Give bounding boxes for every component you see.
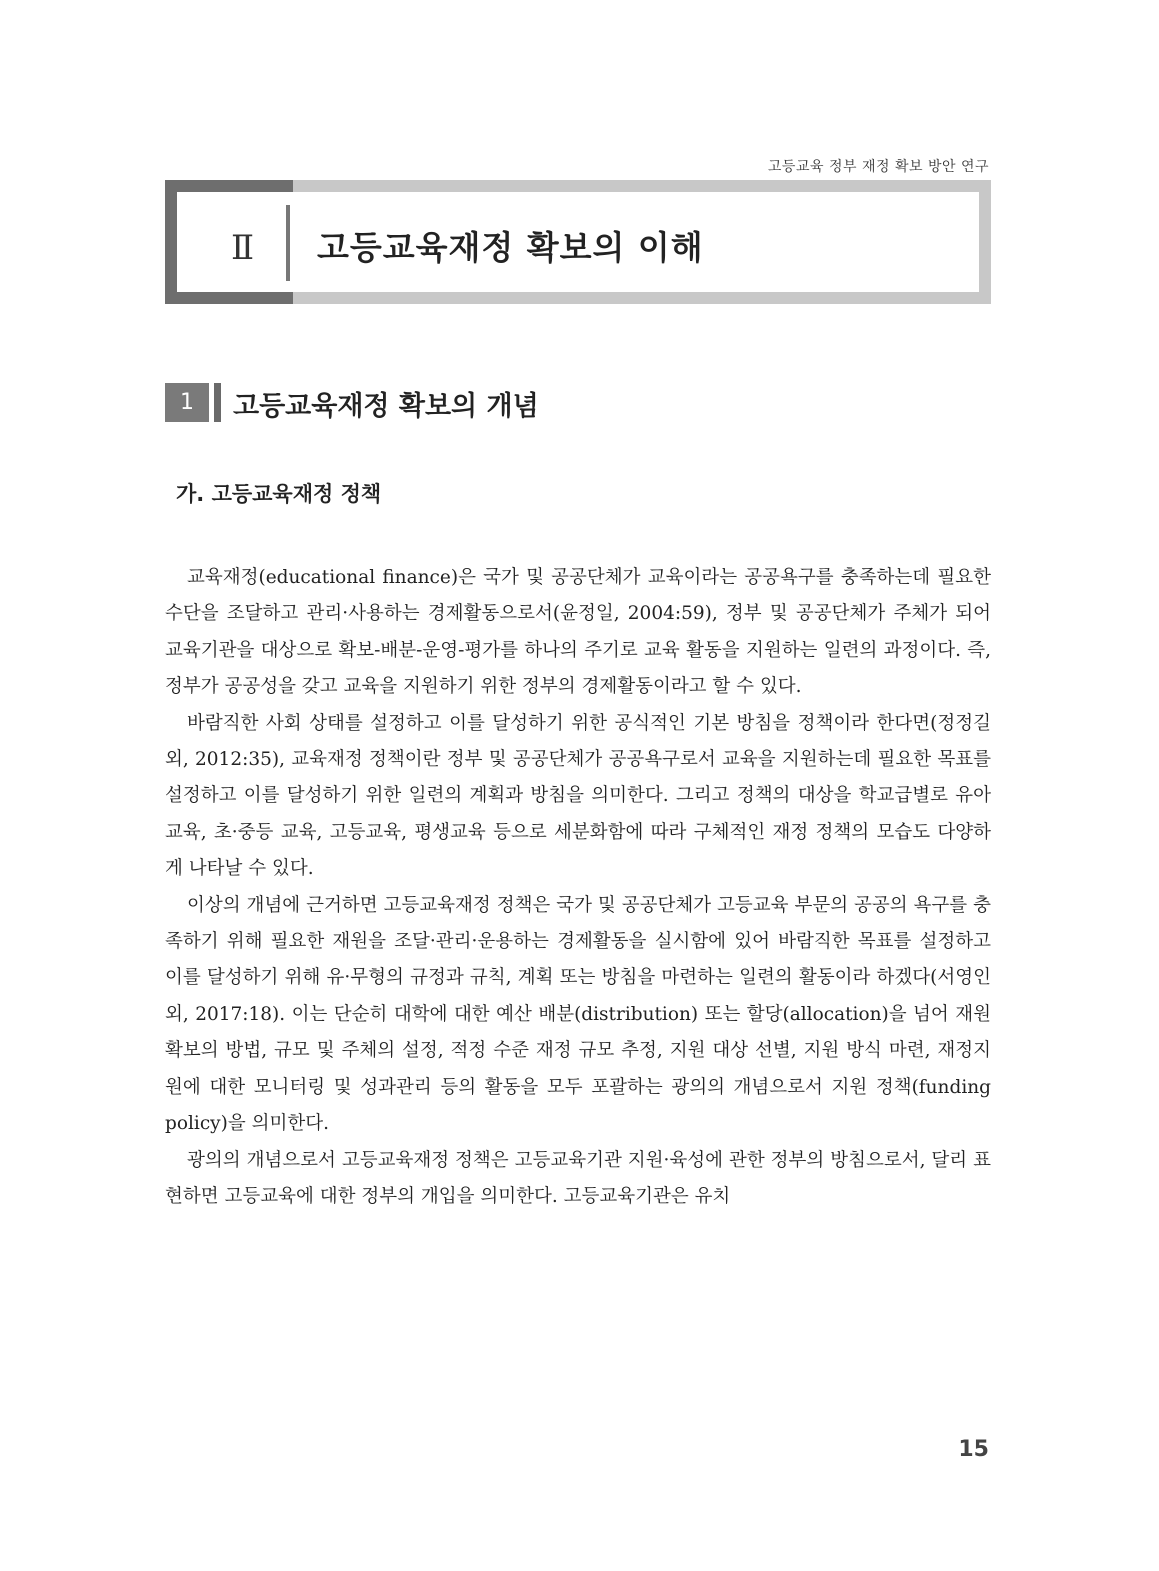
section-bar — [214, 383, 221, 422]
body-text — [165, 560, 991, 1215]
section-number: 1 — [165, 383, 209, 422]
subsection-title: 가. 고등교육재정 정책 — [176, 482, 382, 506]
section-title: 고등교육재정 확보의 개념 — [233, 391, 539, 422]
paragraph: 바람직한 사회 상태를 설정하고 이를 달성하기 위한 공식적인 기본 방침을 정책이라 한다면(정정길 외, 2012:35), 교육재정 정책이란 정부 및 공공단체가 공공욕구로서 교육을 지원하는데 필요한 목표를 설정하고 이를 달성하기 위한 일련의 계획과 방침을 의미한다. 그리고 정책의 대상을 학교급별로 유아교육, 초·중등 교육, 고등교육, 평생교육 등으로 세분화함에 따라 구체적인 재정 정책의 모습도 다양하게 나타날 수 있다. — [165, 712, 991, 880]
chapter-heading — [165, 180, 991, 304]
chapter-number: Ⅱ — [231, 228, 255, 268]
paragraph: 교육재정(educational finance)은 국가 및 공공단체가 교육이라는 공공욕구를 충족하는데 필요한 수단을 조달하고 관리·사용하는 경제활동으로서(윤정일, 2004:59), 정부 및 공공단체가 주체가 되어 교육기관을 대상으로 확보-배분-운영-평가를 하나의 주기로 교육 활동을 지원하는 일련의 과정이다. 즉, 정부가 공공성을 갖고 교육을 지원하기 위한 정부의 경제활동이라고 할 수 있다. — [165, 567, 991, 698]
chapter-divider — [286, 205, 290, 281]
page-number: 15 — [958, 1437, 989, 1462]
running-header: 고등교육 정부 재정 확보 방안 연구 — [767, 159, 989, 175]
chapter-box-inner — [177, 192, 979, 292]
paragraph: 광의의 개념으로서 고등교육재정 정책은 고등교육기관 지원·육성에 관한 정부의 방침으로서, 달리 표현하면 고등교육에 대한 정부의 개입을 의미한다. 고등교육기관은 유치 — [165, 1149, 991, 1207]
chapter-title: 고등교육재정 확보의 이해 — [317, 228, 704, 267]
paragraph: 이상의 개념에 근거하면 고등교육재정 정책은 국가 및 공공단체가 고등교육 부문의 공공의 욕구를 충족하기 위해 필요한 재원을 조달·관리·운용하는 경제활동을 실시함에 있어 바람직한 목표를 설정하고 이를 달성하기 위해 유·무형의 규정과 규칙, 계획 또는 방침을 마련하는 일련의 활동이라 하겠다(서영인 외, 2017:18). 이는 단순히 대학에 대한 예산 배분(distribution) 또는 할당(allocation)을 넘어 재원 확보의 방법, 규모 및 주체의 설정, 적정 수준 재정 규모 추정, 지원 대상 선별, 지원 방식 마련, 재정지원에 대한 모니터링 및 성과관리 등의 활동을 모두 포괄하는 광의의 개념으로서 지원 정책(funding policy)을 의미한다. — [165, 894, 991, 1135]
